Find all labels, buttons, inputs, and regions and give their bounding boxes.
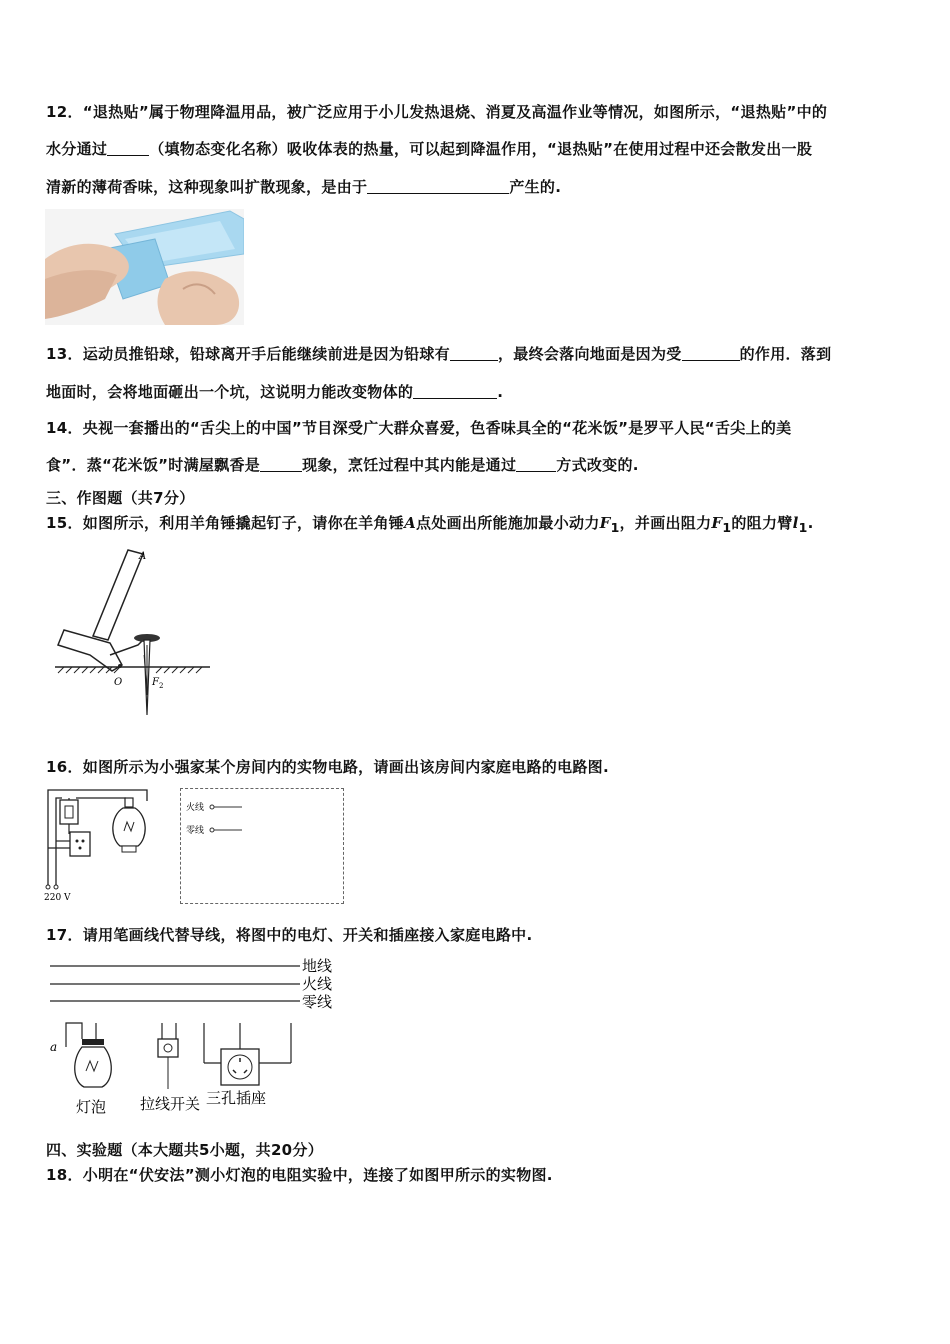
q12-line3-a: 清新的薄荷香味，这种现象叫扩散现象，是由于 xyxy=(46,178,368,196)
hammer-label-f2-sub: 2 xyxy=(159,682,164,690)
q14-blank2 xyxy=(516,455,556,472)
q15-text-d: 的阻力臂 xyxy=(731,514,793,532)
q12-blank2 xyxy=(367,177,509,194)
switch-label: 拉线开关 xyxy=(140,1095,201,1113)
q17-text: 17．请用笔画线代替导线，将图中的电灯、开关和插座接入家庭电路中. xyxy=(46,926,533,944)
q15-text-a: 15．如图所示，利用羊角锤撬起钉子，请你在羊角锤 xyxy=(46,514,405,532)
q13-blank1 xyxy=(450,344,498,361)
q13-line1-a: 13．运动员推铅球，铅球离开手后能继续前进是因为铅球有 xyxy=(46,345,450,363)
claw-hammer-diagram xyxy=(50,545,230,725)
q13-line1-b: ，最终会落向地面是因为受 xyxy=(497,345,682,363)
q13-line2-a: 地面时，会将地面砸出一个坑，这说明力能改变物体的 xyxy=(46,383,414,401)
neutral-wire-label: 零线 xyxy=(302,993,333,1011)
q14-line2-b: 现象，烹饪过程中其内能是通过 xyxy=(302,456,517,474)
q12-blank1 xyxy=(107,139,149,156)
q15-sub-1: 1 xyxy=(610,520,620,535)
q14-line1: 14．央视一套播出的“舌尖上的中国”节目深受广大群众喜爱，色香味具全的“花米饭”是罗平人民“舌尖上的美 xyxy=(46,419,792,437)
q12-line1: 12．“退热贴”属于物理降温用品，被广泛应用于小儿发热退烧、消夏及高温作业等情况，如图所示，“退热贴”中的 xyxy=(46,103,828,121)
q14-line2-a: 食”．蒸“花米饭”时满屋飘香是 xyxy=(46,456,261,474)
q15-text-c: ，并画出阻力 xyxy=(619,514,712,532)
q13-line1 xyxy=(46,344,916,364)
hammer-label-o: O xyxy=(114,677,123,688)
section4-title: 四、实验题（本大题共5小题，共20分） xyxy=(46,1141,324,1159)
q13-line2 xyxy=(46,382,916,402)
ground-wire-label: 地线 xyxy=(302,957,333,975)
q15-var-l1: l xyxy=(792,514,799,532)
q14-line2-c: 方式改变的. xyxy=(556,456,639,474)
q12-line3-b: 产生的. xyxy=(509,178,562,196)
box-live-wire-label: 火线 xyxy=(186,803,205,813)
room-circuit-photo xyxy=(44,786,159,904)
q13-line2-b: . xyxy=(497,383,504,401)
q13-blank3 xyxy=(413,382,497,399)
q15-text-e: . xyxy=(807,514,814,532)
socket-label: 三孔插座 xyxy=(206,1089,267,1107)
q13-blank2 xyxy=(682,344,740,361)
q18-text: 18．小明在“伏安法”测小灯泡的电阻实验中，连接了如图甲所示的实物图. xyxy=(46,1166,553,1184)
voltage-label: 220 V xyxy=(44,893,71,903)
bulb-label: 灯泡 xyxy=(76,1098,107,1116)
box-neutral-wire-label: 零线 xyxy=(186,826,205,836)
q15-var-f1: F xyxy=(599,514,611,532)
q15-text xyxy=(46,513,916,538)
hammer-label-a: A xyxy=(139,551,147,562)
q12-line2-a: 水分通过 xyxy=(46,140,108,158)
q12-line2-b: （填物态变化名称）吸收体表的热量，可以起到降温作用，“退热贴”在使用过程中还会散发出一股 xyxy=(149,140,813,158)
q14-blank1 xyxy=(260,455,302,472)
q12-line3 xyxy=(46,177,916,197)
q15-text-b: 点处画出所能施加最小动力 xyxy=(416,514,600,532)
home-wiring-diagram xyxy=(46,953,346,1119)
q15-sub-l1: 1 xyxy=(798,520,808,535)
q12-line2 xyxy=(46,139,916,159)
q16-text: 16．如图所示为小强家某个房间内的实物电路，请画出该房间内家庭电路的电路图. xyxy=(46,758,609,776)
section3-title: 三、作图题（共7分） xyxy=(46,489,195,507)
q15-sub-1b: 1 xyxy=(722,520,732,535)
live-wire-label: 火线 xyxy=(302,975,333,993)
cooling-patch-photo xyxy=(45,209,244,325)
q13-line1-c: 的作用．落到 xyxy=(739,345,832,363)
hammer-label-f2: F xyxy=(152,677,159,688)
q15-var-a: A xyxy=(404,514,417,532)
terminal-label-a: a xyxy=(50,1040,58,1054)
q14-line2 xyxy=(46,455,916,475)
answer-box-wires xyxy=(186,798,256,838)
q15-var-f1b: F xyxy=(711,514,723,532)
